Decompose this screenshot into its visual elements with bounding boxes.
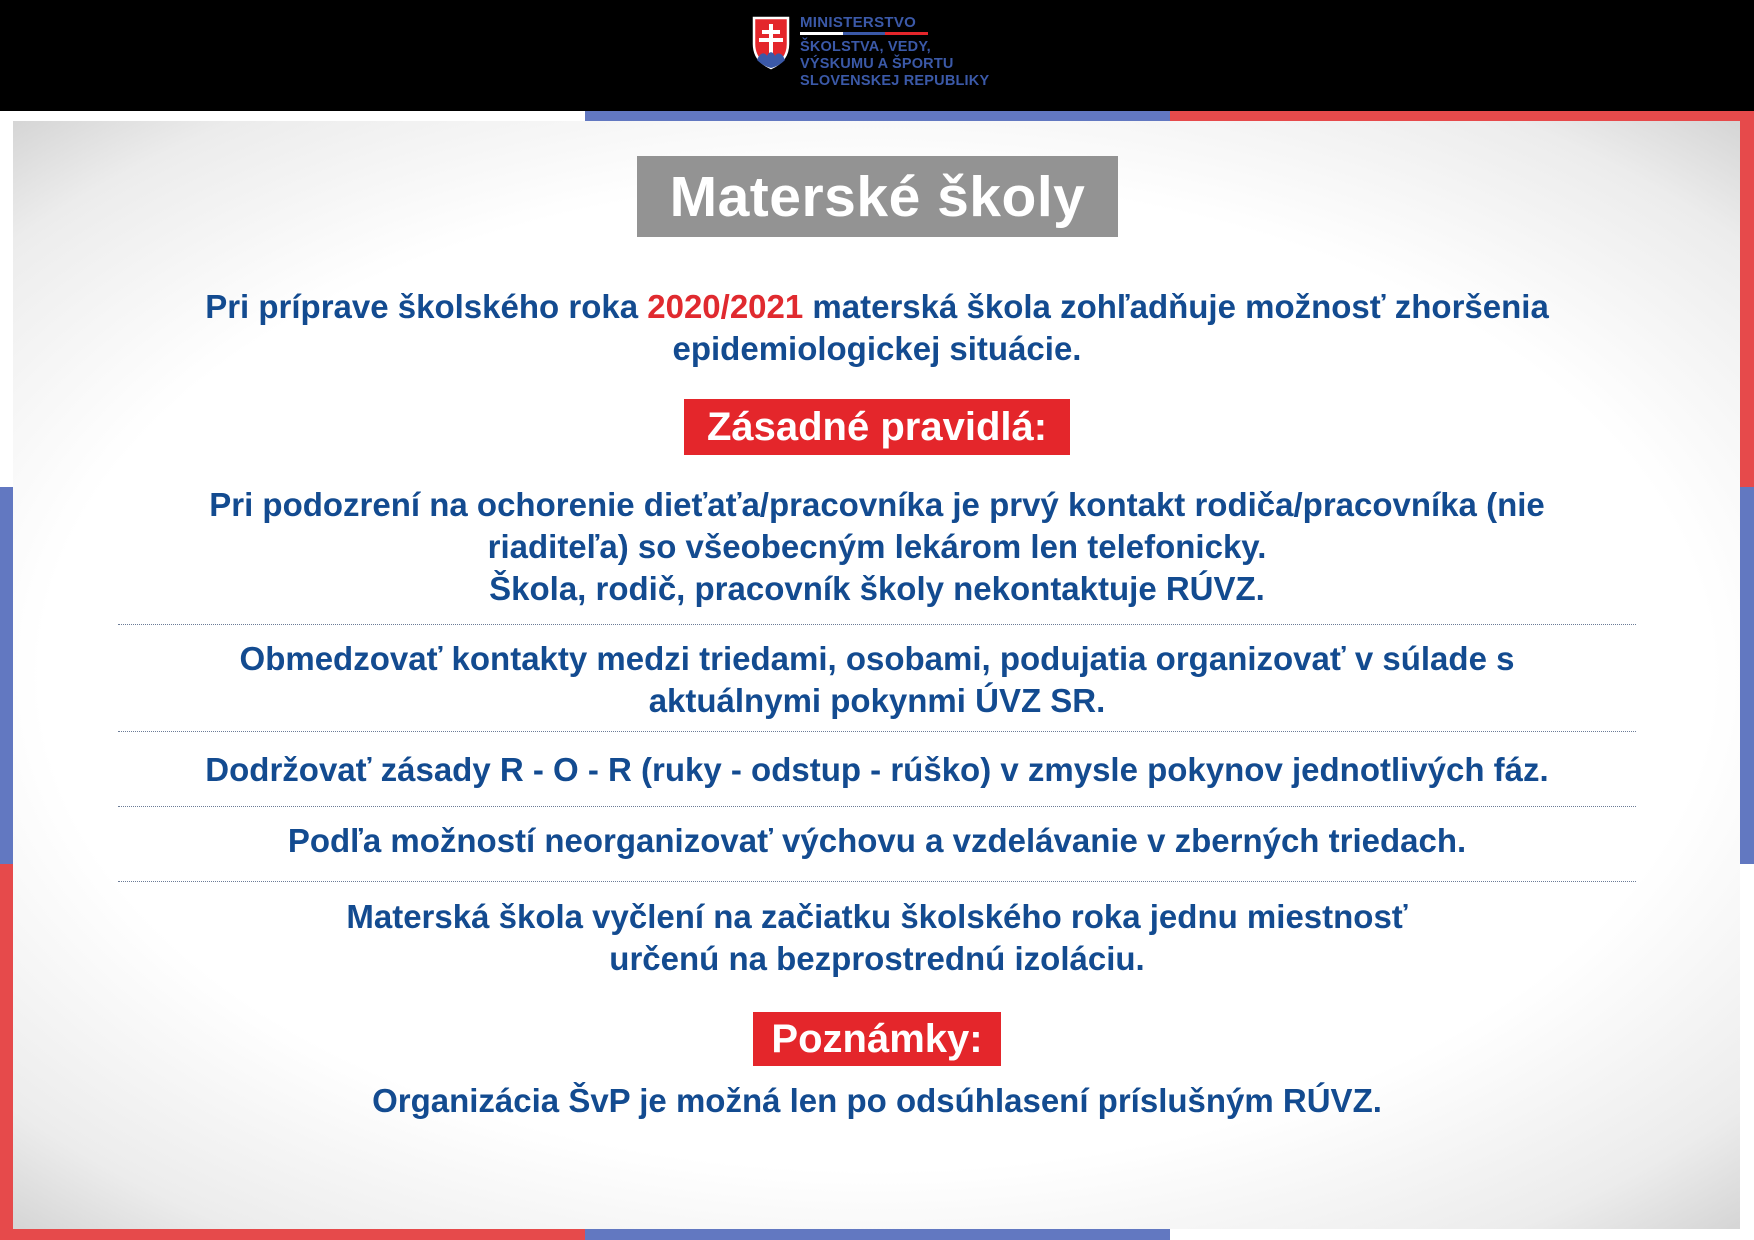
header-bar bbox=[0, 0, 1754, 111]
rule-item bbox=[200, 638, 1554, 722]
intro-after-year: materská škola zohľadňuje možnosť zhoršenia epidemiologickej situácie. bbox=[672, 288, 1549, 367]
frame-stripe-left-blue bbox=[0, 487, 13, 864]
rule-text: Škola, rodič, pracovník školy nekontaktuje RÚVZ. bbox=[489, 570, 1265, 607]
rules-heading: Zásadné pravidlá: bbox=[706, 404, 1048, 449]
notes-heading-box bbox=[753, 1012, 1001, 1066]
rule-item bbox=[100, 820, 1654, 862]
rule-text: Pri podozrení na ochorenie dieťaťa/pracovníka je prvý kontakt rodiča/pracovníka (nie riaditeľa) so všeobecným lekárom len telefonicky. bbox=[209, 486, 1545, 565]
frame-stripe-bottom-blue bbox=[585, 1229, 1170, 1240]
ministry-name-line2: ŠKOLSTVA, VEDY, VÝSKUMU A ŠPORTU SLOVENSKEJ REPUBLIKY bbox=[800, 39, 990, 89]
rule-text: Obmedzovať kontakty medzi triedami, osobami, podujatia organizovať v súlade s aktuálnymi pokynmi ÚVZ SR. bbox=[239, 640, 1515, 719]
rule-text: Dodržovať zásady R - O - R (ruky - odstup - rúško) v zmysle pokynov jednotlivých fáz. bbox=[205, 751, 1549, 788]
rule-item bbox=[100, 568, 1654, 610]
slovak-coat-of-arms-icon bbox=[752, 16, 790, 70]
school-year: 2020/2021 bbox=[647, 288, 804, 325]
rule-divider bbox=[118, 731, 1636, 732]
frame-stripe-right-red bbox=[1740, 111, 1754, 487]
intro-text bbox=[200, 286, 1554, 370]
page-title-box bbox=[637, 156, 1118, 237]
frame-stripe-bottom-red bbox=[0, 1229, 585, 1240]
notes-heading: Poznámky: bbox=[771, 1016, 983, 1061]
rule-item bbox=[180, 484, 1574, 568]
note-text: Organizácia ŠvP je možná len po odsúhlasení príslušným RÚVZ. bbox=[372, 1082, 1382, 1119]
ministry-name-line1: MINISTERSTVO bbox=[800, 14, 917, 31]
rules-heading-box bbox=[684, 399, 1070, 455]
rule-text: Materská škola vyčlení na začiatku školského roka jednu miestnosť určenú na bezprostrednú izoláciu. bbox=[346, 898, 1408, 977]
rule-item bbox=[100, 749, 1654, 791]
rule-text: Podľa možností neorganizovať výchovu a vzdelávanie v zberných triedach. bbox=[287, 822, 1467, 859]
frame-stripe-top-blue bbox=[585, 111, 1170, 121]
rule-item bbox=[300, 896, 1454, 980]
frame-stripe-right-blue bbox=[1740, 487, 1754, 864]
ministry-tricolor-divider bbox=[800, 32, 928, 35]
frame-stripe-left-red bbox=[0, 864, 13, 1240]
note-item bbox=[100, 1080, 1654, 1122]
page-title: Materské školy bbox=[669, 164, 1086, 229]
ministry-logo bbox=[752, 14, 989, 98]
rule-divider bbox=[118, 881, 1636, 882]
rule-divider bbox=[118, 624, 1636, 625]
intro-before-year: Pri príprave školského roka bbox=[205, 288, 648, 325]
rule-divider bbox=[118, 806, 1636, 807]
frame-stripe-top-red bbox=[1170, 111, 1754, 121]
